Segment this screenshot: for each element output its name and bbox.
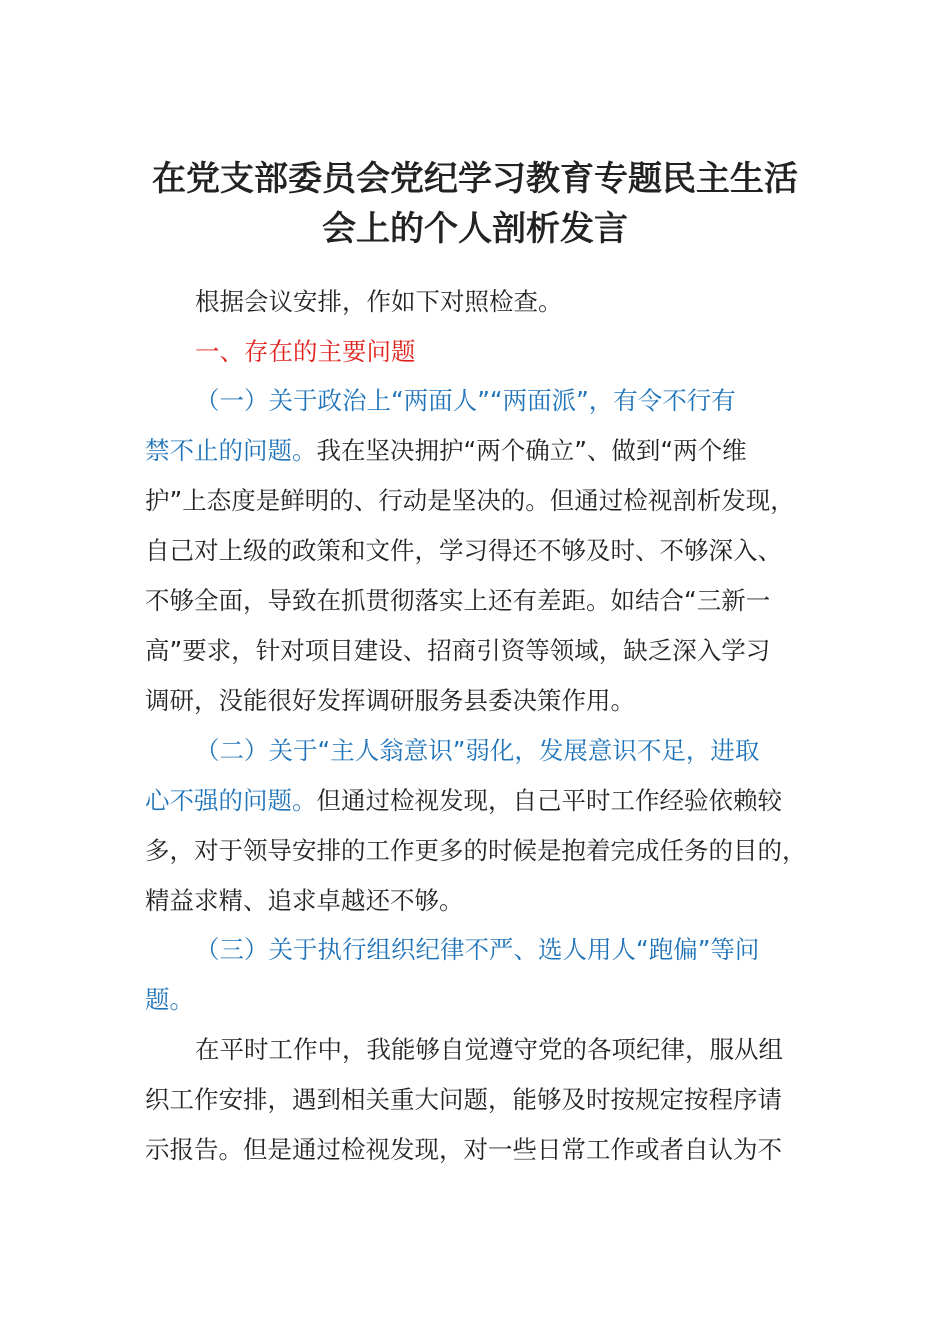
title-line-1: 在党支部委员会党纪学习教育专题民主生活 xyxy=(152,159,798,199)
item3-heading-end: 题。 xyxy=(145,985,194,1014)
item1-heading: （一）关于政治上“两面人”“两面派”，有令不行有 xyxy=(195,386,736,415)
item1-line-6: 高”要求，针对项目建设、招商引资等领域，缺乏深入学习 xyxy=(145,636,771,665)
item2-text: 但通过检视发现，自己平时工作经验依赖较 xyxy=(316,786,782,815)
item3-para-line-3: 示报告。但是通过检视发现，对一些日常工作或者自认为不 xyxy=(145,1135,782,1164)
item1-line-5: 不够全面，导致在抓贯彻落实上还有差距。如结合“三新一 xyxy=(145,586,771,615)
item1-text: 我在坚决拥护“两个确立”、做到“两个维 xyxy=(316,436,747,465)
intro-paragraph: 根据会议安排，作如下对照检查。 xyxy=(195,287,563,316)
item3-para-line-2: 织工作安排，遇到相关重大问题，能够及时按规定按程序请 xyxy=(145,1085,782,1114)
item3-para-line-1: 在平时工作中，我能够自觉遵守党的各项纪律，服从组 xyxy=(195,1035,783,1064)
item2-heading: （二）关于“主人翁意识”弱化，发展意识不足，进取 xyxy=(195,736,760,765)
item1-heading-end: 禁不止的问题。 xyxy=(145,436,317,465)
item2-line-3: 多，对于领导安排的工作更多的时候是抱着完成任务的目的， xyxy=(145,836,807,865)
document-title xyxy=(120,154,830,254)
item1-line-2 xyxy=(145,436,747,466)
item2-line-2 xyxy=(145,786,782,816)
item3-heading: （三）关于执行组织纪律不严、选人用人“跑偏”等问 xyxy=(195,935,760,964)
item1-line-3: 护”上态度是鲜明的、行动是坚决的。但通过检视剖析发现， xyxy=(145,486,795,515)
title-line-2: 会上的个人剖析发言 xyxy=(322,209,628,249)
item2-line-4: 精益求精、追求卓越还不够。 xyxy=(145,886,464,915)
section-heading-problems: 一、存在的主要问题 xyxy=(195,337,416,366)
item1-line-4: 自己对上级的政策和文件，学习得还不够及时、不够深入、 xyxy=(145,536,782,565)
item1-line-7: 调研，没能很好发挥调研服务县委决策作用。 xyxy=(145,686,635,715)
item2-heading-end: 心不强的问题。 xyxy=(145,786,317,815)
